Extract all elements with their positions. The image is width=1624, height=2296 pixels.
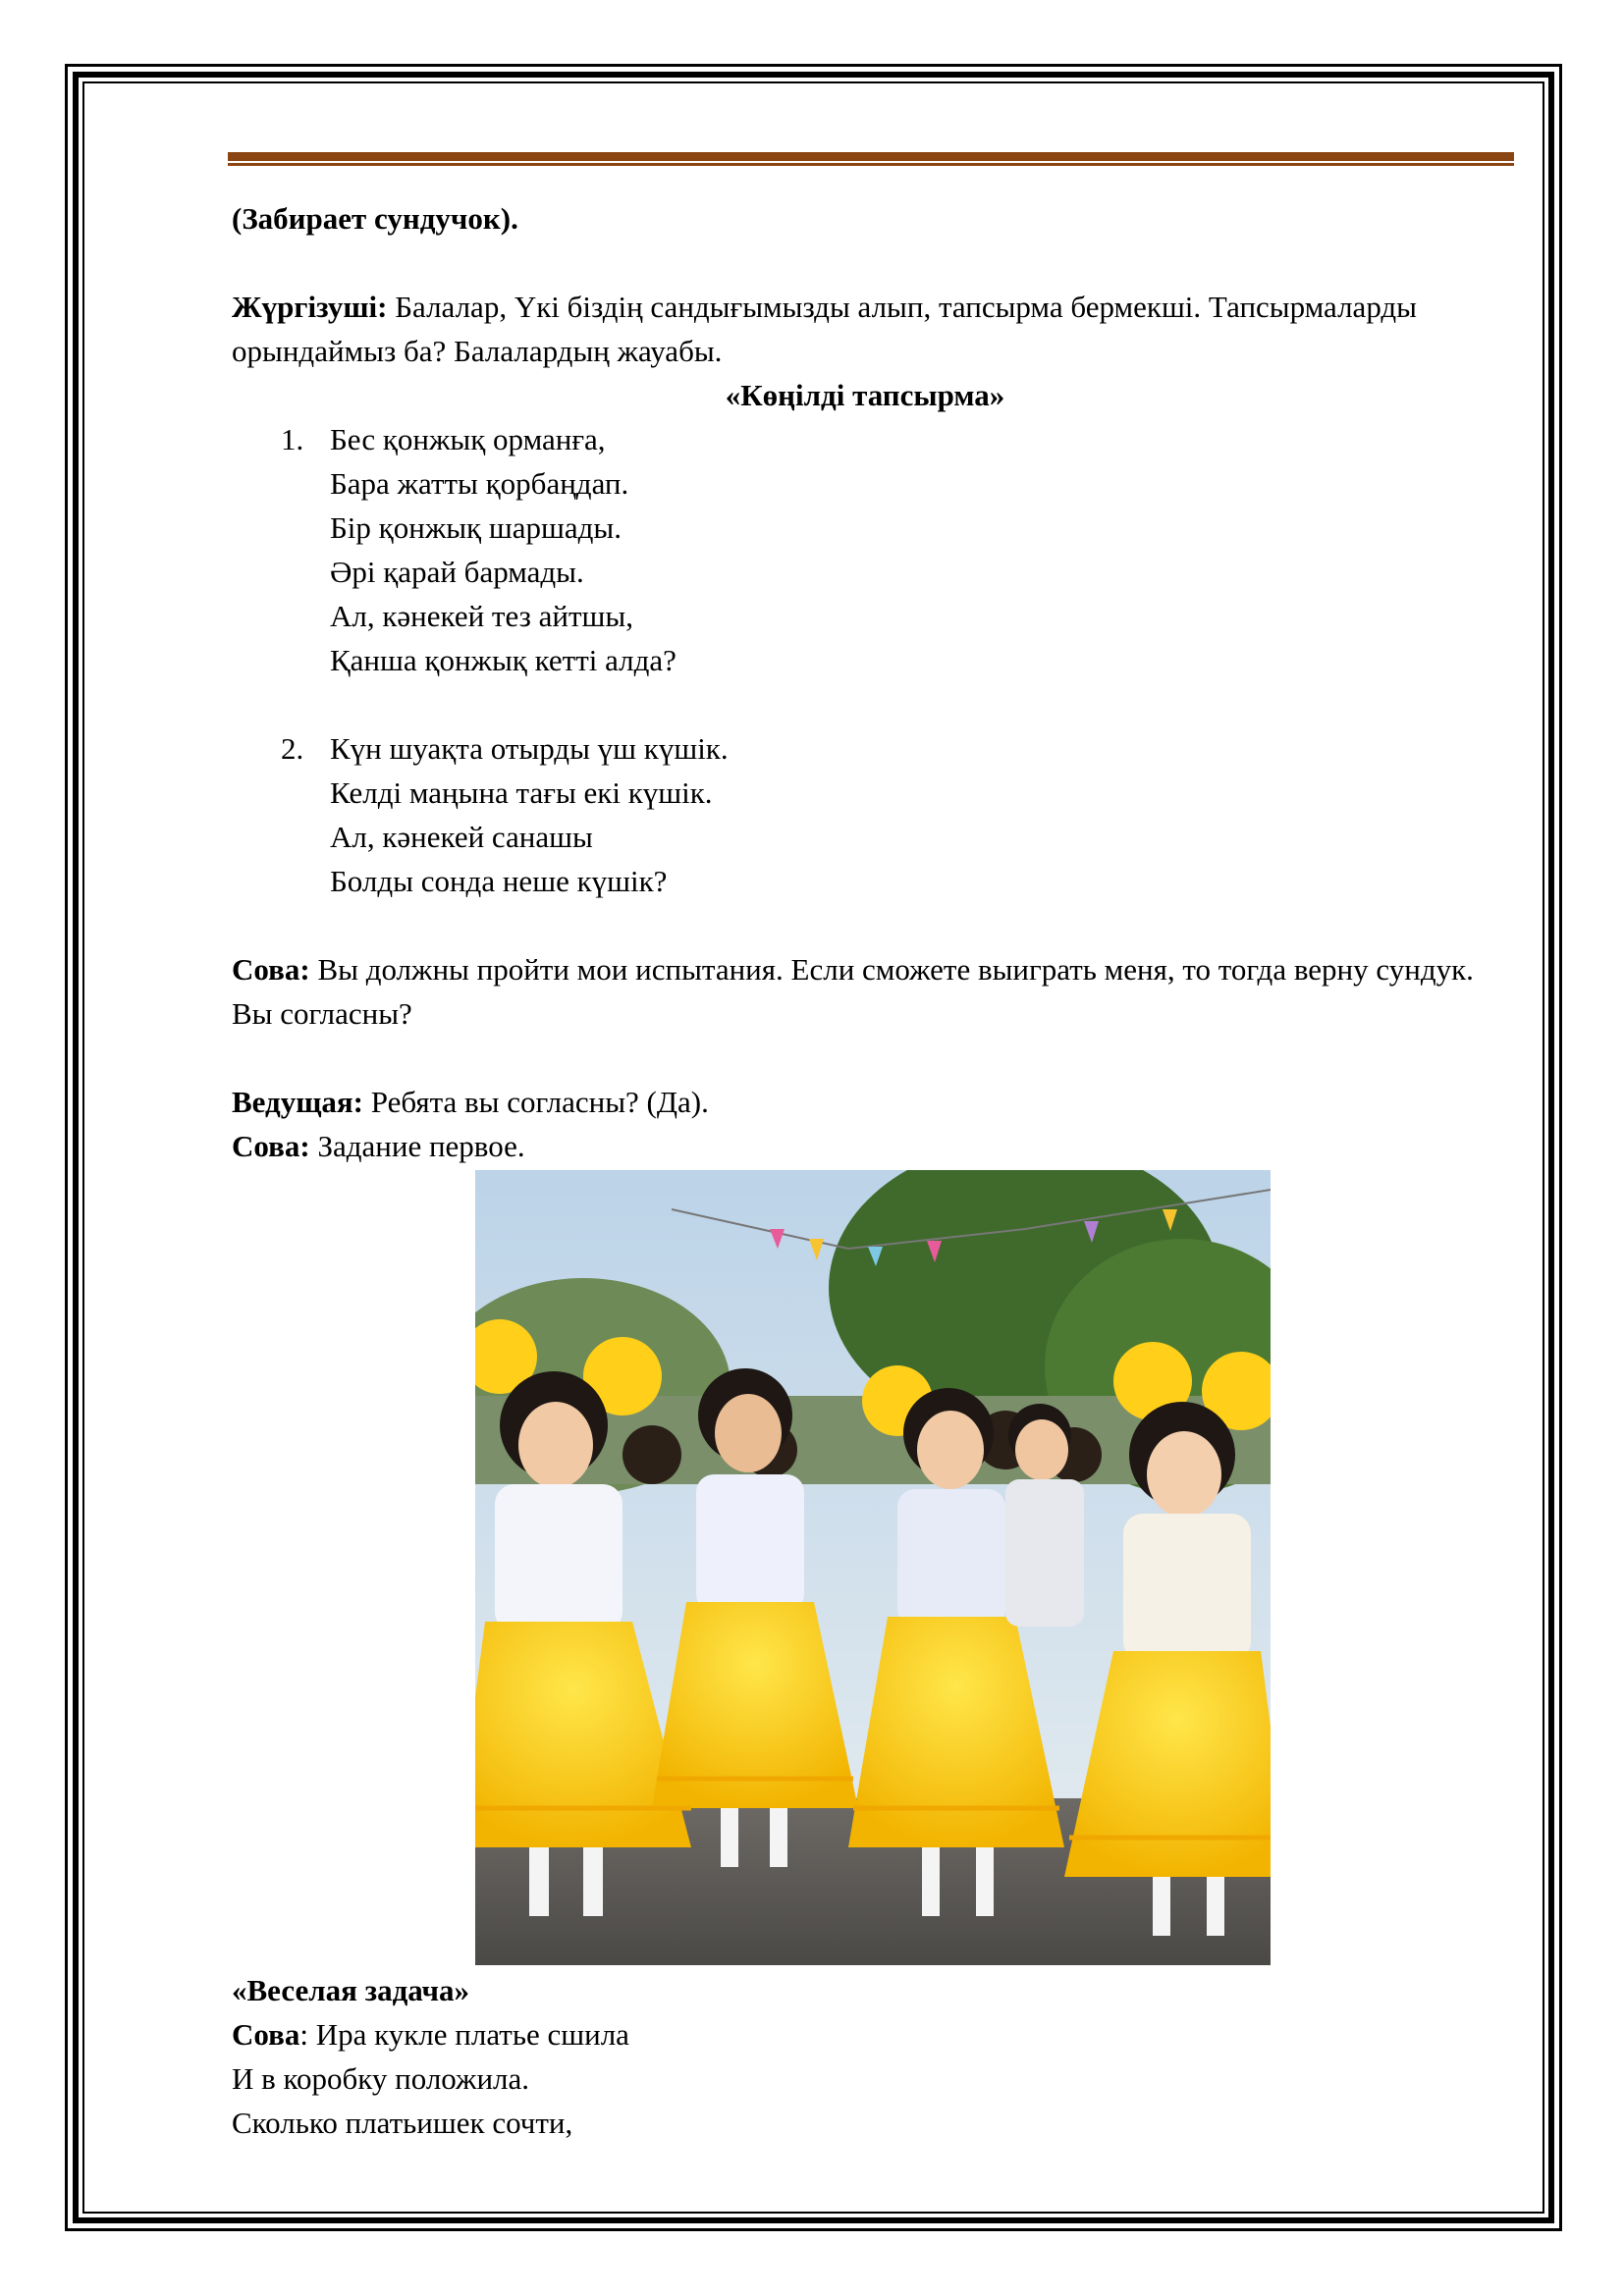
riddle-number: 1. (281, 422, 304, 456)
paragraph-text: Ребята вы согласны? (Да). (362, 1085, 709, 1119)
speaker-label: Жүргізуші: (232, 290, 388, 324)
paragraph-owl-riddle (232, 2012, 1498, 2056)
riddle-line: Күн шуақта отырды үш күшік. (330, 731, 729, 766)
header-rule (228, 152, 1514, 161)
children-photo (475, 1170, 1271, 1965)
task-title: «Веселая задача» (232, 1973, 470, 2007)
riddle-line: Болды сонда неше күшік? (330, 864, 668, 898)
riddle-line: Әрі қарай бармады. (330, 555, 584, 589)
riddle-line: Бес қонжық орманға, (330, 422, 606, 456)
speaker-label: Сова: (232, 952, 310, 987)
paragraph-owl (232, 947, 1498, 1036)
document-body (232, 196, 1498, 1168)
paragraph-text: Задание первое. (309, 1129, 525, 1163)
riddle-line: Бір қонжық шаршады. (330, 510, 622, 545)
paragraph-presenter (232, 285, 1498, 373)
paragraph-owl-task (232, 1124, 1498, 1168)
riddle-line: Сколько платьишек сочти, (232, 2106, 573, 2140)
task-section (232, 1968, 1498, 2145)
riddle-line: И в коробку положила. (232, 2061, 530, 2096)
intro-line: (Забирает сундучок). (232, 201, 518, 236)
riddle-line: Қанша қонжық кетті алда? (330, 643, 677, 677)
riddle-line: Бара жатты қорбаңдап. (330, 466, 629, 501)
riddle-list (232, 417, 1498, 903)
paragraph-text: Балалар, Үкі біздің сандығымызды алып, тапсырма бермекші. Тапсырмаларды орындаймыз ба? Балалардың жауабы. (232, 290, 1418, 368)
paragraph-host (232, 1080, 1498, 1124)
speaker-label: Сова (232, 2017, 300, 2052)
riddle-line: Ал, кәнекей санашы (330, 820, 593, 854)
riddle-item (232, 726, 1498, 903)
speaker-label: Сова: (232, 1129, 310, 1163)
paragraph-text: Вы должны пройти мои испытания. Если сможете выиграть меня, то тогда верну сундук. Вы согласны? (232, 952, 1474, 1031)
header-rule-thin (228, 163, 1514, 166)
paragraph-text: : Ира кукле платье сшила (299, 2017, 629, 2052)
riddle-line: Келді маңына тағы екі күшік. (330, 775, 713, 810)
riddle-item (232, 417, 1498, 682)
speaker-label: Ведущая: (232, 1085, 363, 1119)
riddles-title: «Көңілді тапсырма» (725, 378, 1005, 412)
riddle-line: Ал, кәнекей тез айтшы, (330, 599, 633, 633)
riddle-number: 2. (281, 731, 304, 766)
